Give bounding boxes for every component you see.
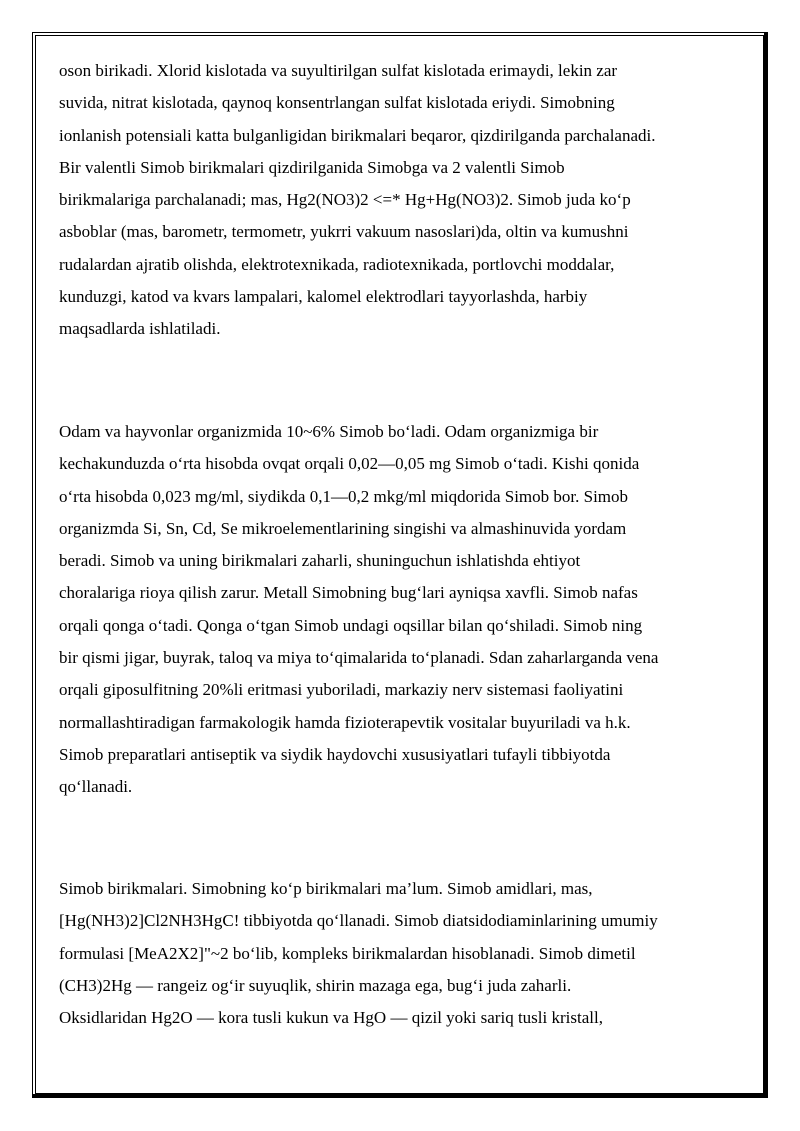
text-line: rudalardan ajratib olishda, elektrotexnikada, radiotexnikada, portlovchi moddalar, xyxy=(59,254,615,274)
text-line: Simob birikmalari. Simobning ko‘p birikmalari ma’lum. Simob amidlari, mas, xyxy=(59,879,593,898)
text-line: o‘rta hisobda 0,023 mg/ml, siydikda 0,1—0,2 mkg/ml miqdorida Simob bor. Simob xyxy=(59,486,629,506)
paragraph-mercury-organism xyxy=(59,416,658,804)
text-line: oson birikadi. Xlorid kislotada va suyultirilgan sulfat kislotada erimaydi, lekin zar xyxy=(59,61,618,80)
text-line: orqali giposulfitning 20%li eritmasi yuboriladi, markaziy nerv sistemasi faoliyatini xyxy=(59,680,624,700)
text-line: bir qismi jigar, buyrak, taloq va miya to‘qimalarida to‘planadi. Sdan zaharlarganda vena xyxy=(59,648,659,668)
text-line: [Hg(NH3)2]Cl2NH3HgC! tibbiyotda qo‘llanadi. Simob diatsidodiaminlarining umumiy xyxy=(59,911,658,931)
text-line: ionlanish potensiali katta bulganligidan birikmalari beqaror, qizdirilganda parchalanadi. xyxy=(59,125,656,145)
text-line: formulasi [MeA2X2]"~2 bo‘lib, kompleks birikmalardan hisoblanadi. Simob dimetil xyxy=(59,943,636,963)
paragraph-mercury-compounds xyxy=(59,873,658,1034)
text-line: birikmalariga parchalanadi; mas, Hg2(NO3)2 <=* Hg+Hg(NO3)2. Simob juda ko‘p xyxy=(59,190,631,210)
text-line: choralariga rioya qilish zarur. Metall Simobning bug‘lari ayniqsa xavfli. Simob nafas xyxy=(59,583,638,603)
text-line: organizmda Si, Sn, Cd, Se mikroelementlarining singishi va almashinuvida yordam xyxy=(59,518,627,538)
text-line: Simob preparatlari antiseptik va siydik haydovchi xususiyatlari tufayli tibbiyotda xyxy=(59,744,611,764)
text-line: kunduzgi, katod va kvars lampalari, kalomel elektrodlari tayyorlashda, harbiy xyxy=(59,287,588,307)
text-line: asboblar (mas, barometr, termometr, yukrri vakuum nasoslari)da, oltin va kumushni xyxy=(59,222,629,242)
text-line: Odam va hayvonlar organizmida 10~6% Simob bo‘ladi. Odam organizmiga bir xyxy=(59,422,599,441)
text-line: (CH3)2Hg — rangeiz og‘ir suyuqlik, shirin mazaga ega, bug‘i juda zaharli. xyxy=(59,975,572,995)
text-line: Bir valentli Simob birikmalari qizdirilganida Simobga va 2 valentli Simob xyxy=(59,157,565,177)
text-line: kechakunduzda o‘rta hisobda ovqat orqali 0,02—0,05 mg Simob o‘tadi. Kishi qonida xyxy=(59,454,640,474)
text-line: qo‘llanadi. xyxy=(59,777,133,797)
text-line: beradi. Simob va uning birikmalari zaharli, shuninguchun ishlatishda ehtiyot xyxy=(59,551,581,571)
paragraph-mercury-properties xyxy=(59,55,656,346)
text-line: maqsadlarda ishlatiladi. xyxy=(59,319,221,339)
text-line: Oksidlaridan Hg2O — kora tusli kukun va HgO — qizil yoki sariq tusli kristall, xyxy=(59,1008,603,1028)
text-line: suvida, nitrat kislotada, qaynoq konsentrlangan sulfat kislotada eriydi. Simobning xyxy=(59,93,615,113)
text-line: orqali qonga o‘tadi. Qonga o‘tgan Simob undagi oqsillar bilan qo‘shiladi. Simob ning xyxy=(59,615,643,635)
text-line: normallashtiradigan farmakologik hamda fizioterapevtik vositalar buyuriladi va h.k. xyxy=(59,712,631,732)
